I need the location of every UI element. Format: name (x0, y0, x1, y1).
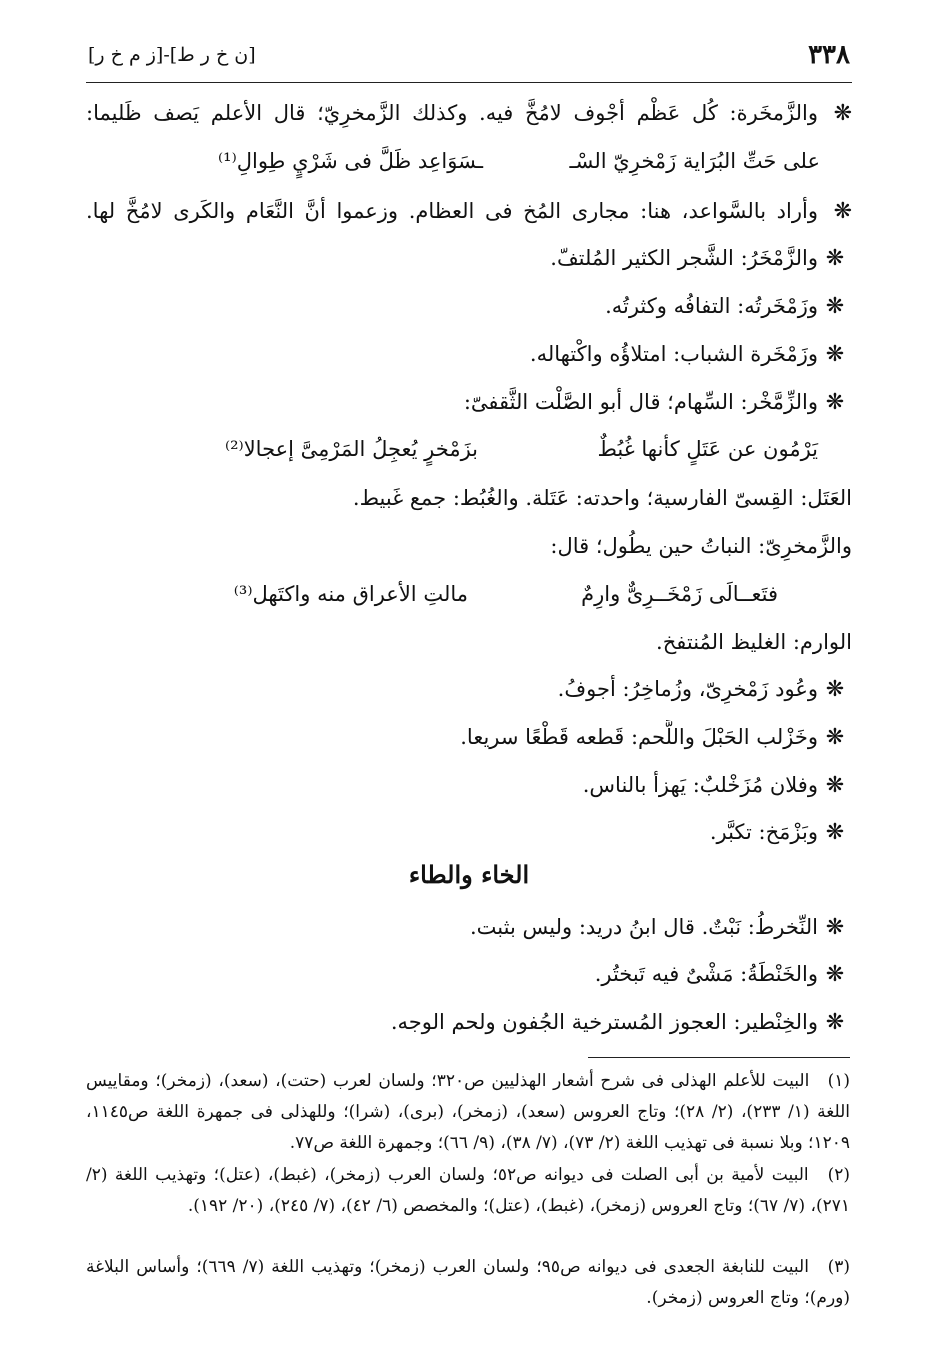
footnote-number: (٣) (827, 1257, 850, 1277)
entry-khantah (86, 957, 852, 992)
entry-zamkhara (86, 96, 852, 131)
star-bullet-icon: ❋ (825, 725, 845, 750)
entry-text: وأراد بالسَّواعد، هنا: مجارى المُخ فى العظام. وزعموا أنَّ النَّعَام والكَرى لامُخَّ لها. (86, 199, 818, 223)
entry-zamkharatuhu (86, 289, 852, 324)
entry-text: والخَنْطَةُ: مَشْىٌ فيه تَبختُر. (594, 962, 818, 986)
footnote-number: (١) (827, 1071, 850, 1091)
star-bullet-icon: ❋ (825, 390, 845, 415)
star-bullet-icon: ❋ (833, 101, 852, 126)
footnote-text: البيت للأعلم الهذلى فى شرح أشعار الهذليين ص٣٢٠؛ ولسان لعرب (حتت)، (سعد)، (زمخر)؛ ومقاييس اللغة (١/ ٢٣٣)، (٢/ ٢٨)؛ وتاج العروس (سعد)، (زمخر)، (برى)، (شرا)؛ وللهذلى فى جمهرة اللغة ص١١٤٥، ١٢٠٩؛ وبلا نسبة فى تهذيب اللغة (٢/ ٧٣)، (٧/ ٣٨)، (٩/ ٦٦)؛ وجمهرة اللغة ص٧٧. (86, 1071, 850, 1153)
entry-khazlab (86, 720, 852, 755)
entry-zimmakhr (86, 385, 852, 420)
gloss-atal: العَتَل: القِسىّ الفارسية؛ واحدته: عَتَلة. والغُبُط: جمع غَبيط. (352, 486, 852, 510)
star-bullet-icon: ❋ (833, 199, 852, 224)
star-bullet-icon: ❋ (825, 962, 845, 987)
footnote-1 (86, 1066, 850, 1159)
entry-text: والزِّمَّخْر: السِّهام؛ قال أبو الصَّلْت الثَّقفىّ: (463, 390, 818, 414)
verse2-second-hemistich: بزَمْخرٍ يُعجِلُ المَرْمِىَّ إعجالا⁽²⁾ (224, 437, 478, 461)
entry-text: وعُود زَمْخرِىّ، وزُماخِرُ: أجوفُ. (557, 677, 818, 701)
entry-text: والزَّمخَرة: كُل عَظْم أجْوف لامُخَّ فيه. وكذلك الزَّمخرِيّ؛ قال الأعلم يَصف ظَليما: (86, 101, 818, 125)
footnote-separator (588, 1057, 850, 1058)
entry-sawaid (86, 194, 852, 229)
star-bullet-icon: ❋ (825, 294, 845, 319)
entry-zamkhar-trees (86, 241, 852, 276)
entry-nikhrit (86, 910, 852, 945)
entry-muzakhlab (86, 768, 852, 803)
entry-text: والزَّمْخَرُ: الشَّجر الكثير المُلتفّ. (550, 246, 818, 270)
entry-zamkharat-alshabab (86, 337, 852, 372)
entry-khintir (86, 1005, 852, 1040)
star-bullet-icon: ❋ (825, 246, 845, 271)
footnote-3 (86, 1252, 850, 1314)
footnote-text: البيت لأمية بن أبى الصلت فى ديوانه ص٥٢؛ ولسان العرب (زمخر)، (غبط)، (عتل)؛ وتهذيب اللغة (٢/ ٢٧١)، (٧/ ٦٧)؛ وتاج العروس (زمخر)، (غبط)، (عتل)؛ والمخصص (٦/ ٤٢)، (٧/ ٢٤٥)، (٢٠/ ١٩٢). (86, 1165, 850, 1216)
footnote-number: (٢) (827, 1165, 851, 1185)
verse2-first-hemistich: يَرْمُون عن عَتَلٍ كأنها غُبُطٌ (597, 437, 818, 461)
star-bullet-icon: ❋ (825, 773, 845, 798)
entry-text: وفلان مُزَخْلبٌ: يَهزأ بالناس. (582, 773, 818, 797)
star-bullet-icon: ❋ (825, 1010, 845, 1035)
star-bullet-icon: ❋ (825, 677, 845, 702)
header-rule (86, 82, 852, 83)
entry-text: وزَمْخَرتُه: التفافُه وكثرتُه. (605, 294, 818, 318)
verse1-first-hemistich: على حَتِّ البُرَاية زَمْخرِيّ السْـ (569, 149, 820, 173)
section-heading: الخاء والطاء (408, 860, 530, 889)
star-bullet-icon: ❋ (825, 915, 845, 940)
entry-ud-zamkhari (86, 672, 852, 707)
running-header-root-range: [ز م خ ر]-[ن خ ر ط] (88, 44, 256, 66)
verse3-first-hemistich: فتَعــالَى زَمْخَــرِىٌّ وارِمٌ (581, 582, 778, 606)
footnote-text: البيت للنابغة الجعدى فى ديوانه ص٩٥؛ ولسان العرب (زمخر)؛ وتهذيب اللغة (٧/ ٦٦٩)؛ وأساس البلاغة (ورم)؛ وتاج العروس (زمخر). (86, 1257, 850, 1308)
verse1-second-hemistich: ـسَوَاعِد ظَلَّ فى شَرْيٍ طِوالِ⁽¹⁾ (217, 149, 483, 173)
star-bullet-icon: ❋ (825, 342, 845, 367)
verse3-second-hemistich: مالتِ الأعراق منه واكتَهل⁽³⁾ (233, 582, 468, 606)
page-number: ٣٣٨ (808, 40, 850, 70)
footnote-2 (86, 1160, 850, 1222)
entry-bazmakh (86, 815, 852, 850)
entry-text: والخِنْطير: العجوز المُسترخية الجُفون ولحم الوجه. (390, 1010, 818, 1034)
entry-text: وزَمْخَرة الشباب: امتلاؤُه واكْتهاله. (529, 342, 818, 366)
entry-text: وبَزْمَخ: تكبَّر. (709, 820, 818, 844)
entry-text: النِّخرطُ: نَبْتٌ. قال ابنُ دريد: وليس بثبت. (470, 915, 818, 939)
gloss-warim: الوارم: الغليظ المُنتفخ. (656, 630, 852, 654)
star-bullet-icon: ❋ (825, 820, 845, 845)
entry-text: وخَزْلب الحَبْلَ واللَّحم: قَطعه قَطْعًا سريعا. (460, 725, 818, 749)
gloss-zamkhari-plant: والزَّمخرِىّ: النباتُ حين يطُول؛ قال: (550, 534, 852, 558)
